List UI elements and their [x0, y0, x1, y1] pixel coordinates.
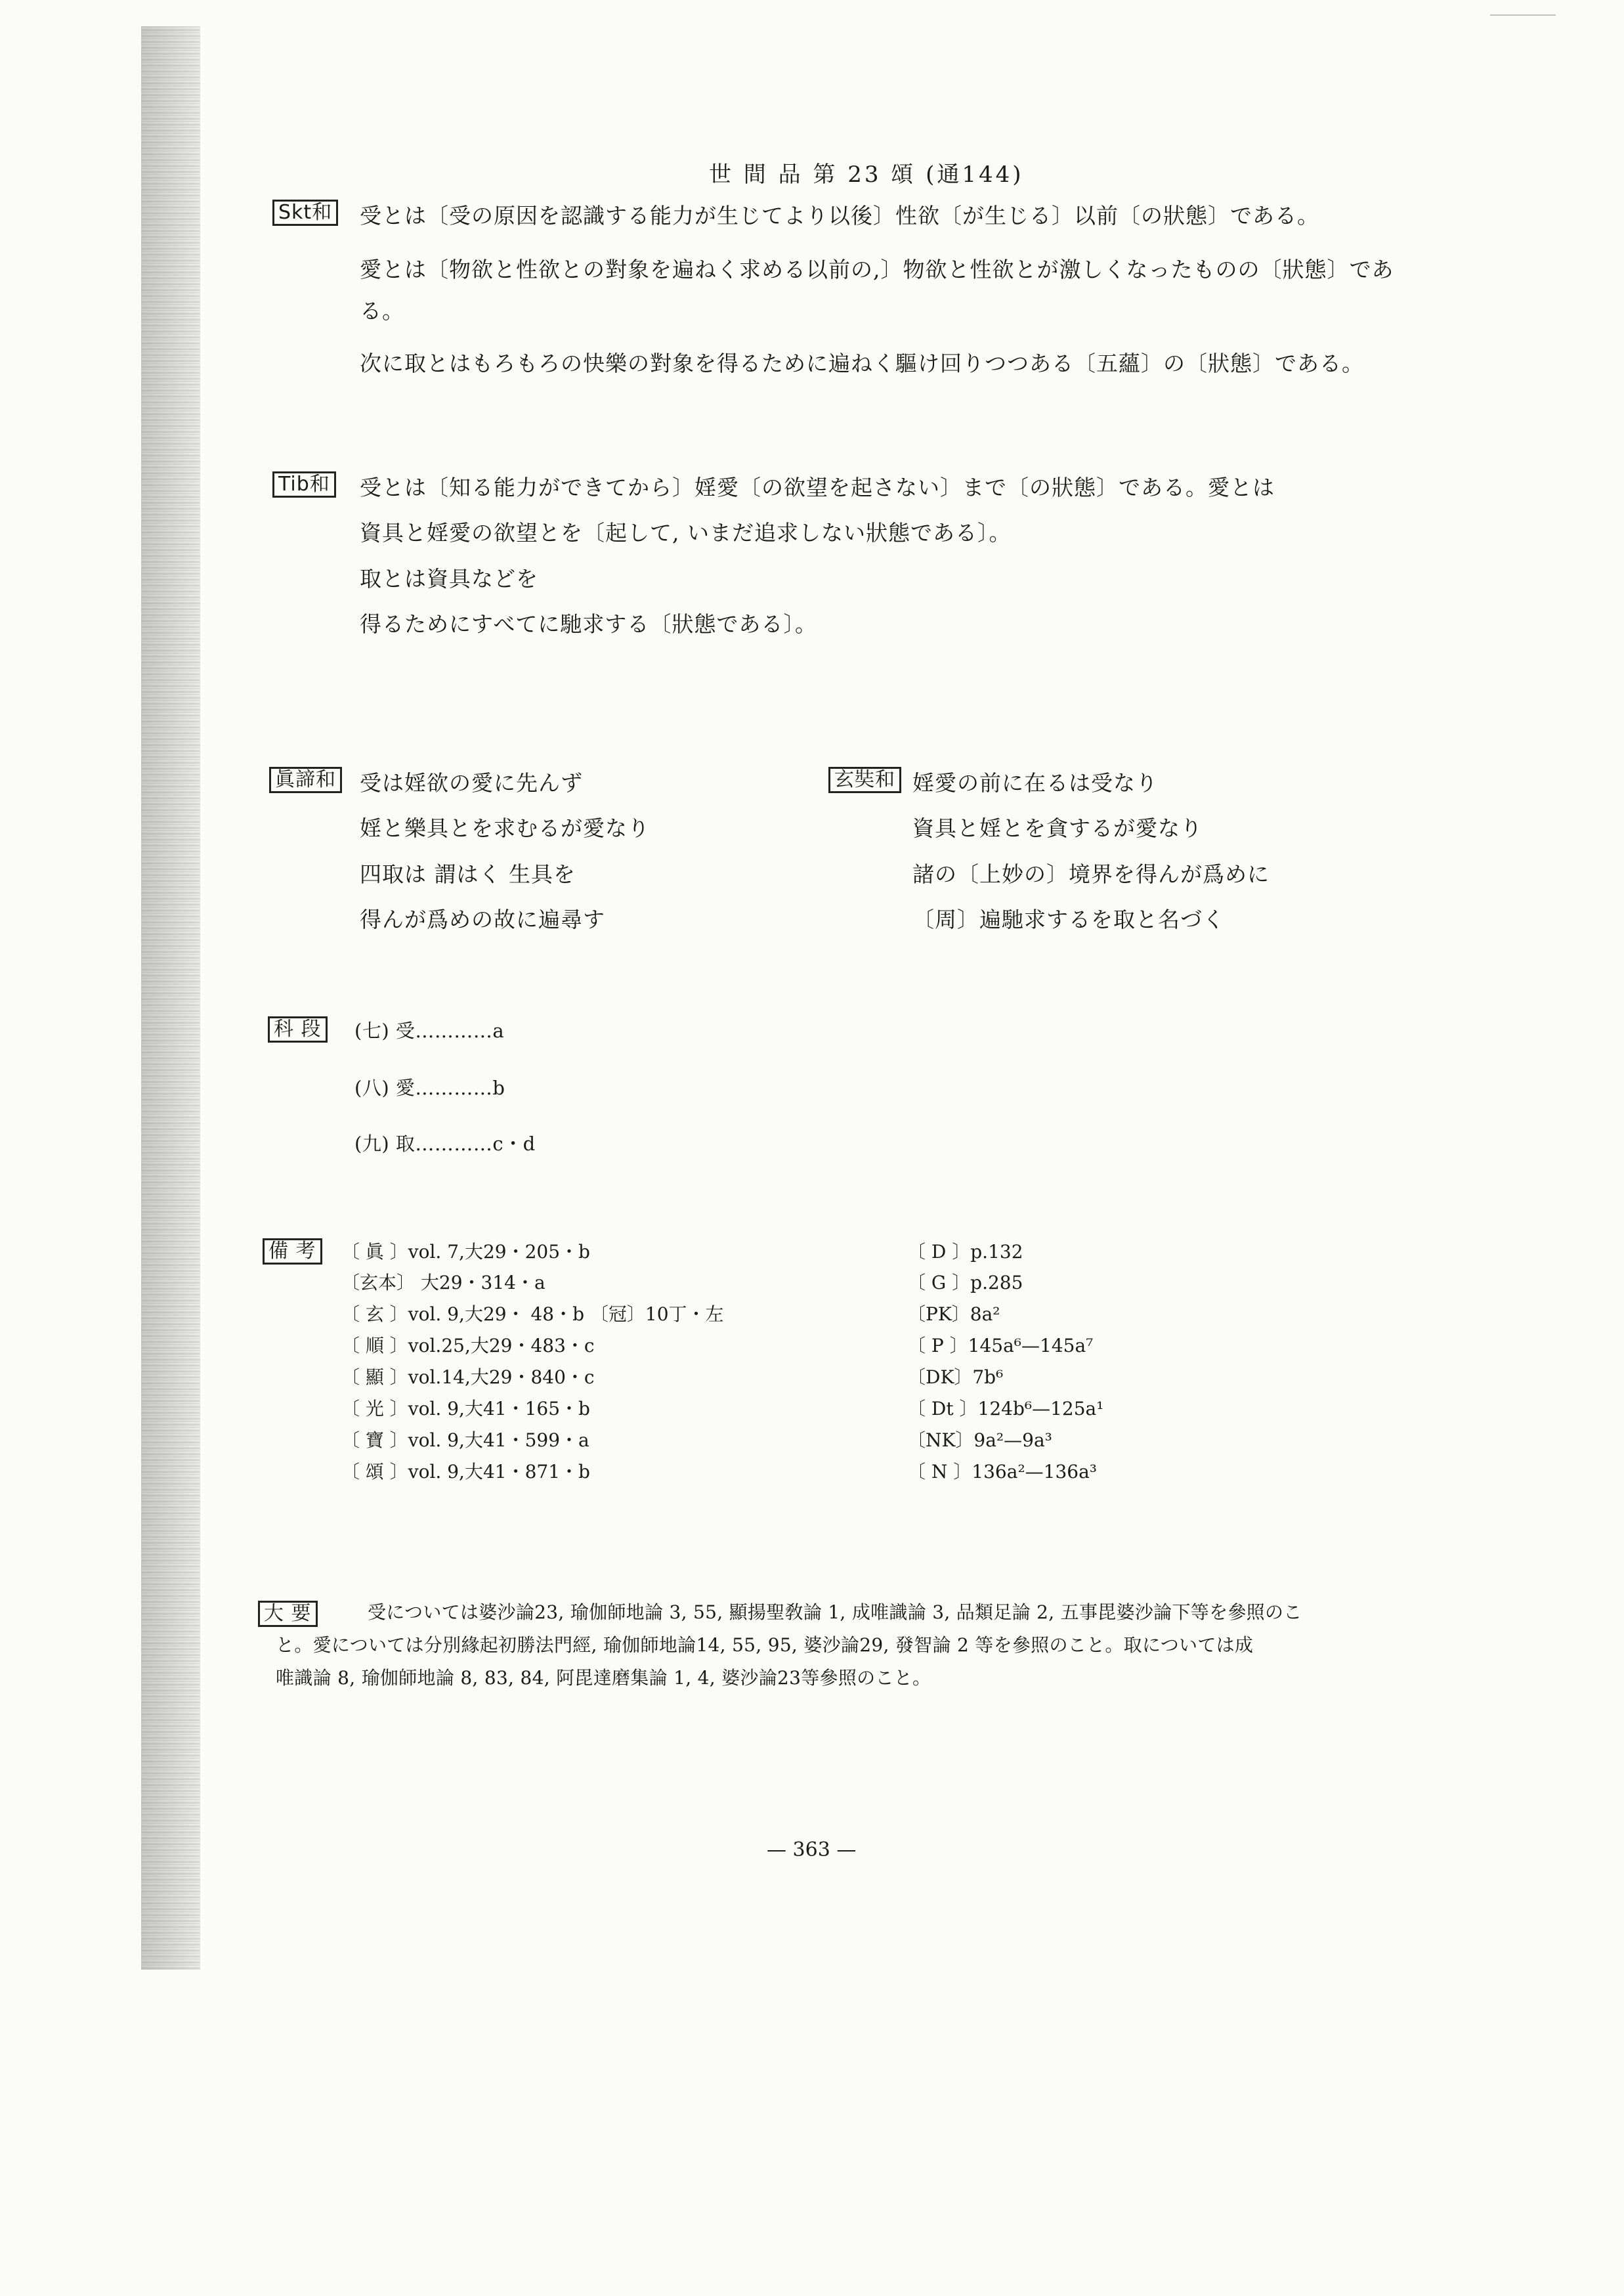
- taiyo-line-2: と。愛については分別緣起初勝法門經, 瑜伽師地論14, 55, 95, 婆沙論29, 發智論 2 等を參照のこと。取については成: [276, 1634, 1254, 1656]
- shintai-tag: 眞諦和: [269, 767, 342, 793]
- biko-right-7: 〔NK〕9a²—9a³: [907, 1429, 1052, 1451]
- genjo-line-4: 〔周〕遍馳求するを取と名づく: [912, 907, 1225, 932]
- tib-tag: Tib和: [272, 471, 336, 498]
- page-heading: 世 間 品 第 23 頌 (通144): [709, 162, 1024, 188]
- genjo-tag: 玄奘和: [828, 767, 901, 793]
- biko-left-2: 〔玄本〕 大29・314・a: [341, 1272, 545, 1293]
- tib-line-1: 受とは〔知る能力ができてから〕婬愛〔の欲望を起さない〕まで〔の狀態〕である。愛とは: [360, 475, 1275, 500]
- tib-line-2: 資具と婬愛の欲望とを〔起して, いまだ追求しない狀態である〕。: [360, 520, 1012, 546]
- genjo-line-2: 資具と婬とを貪するが愛なり: [912, 815, 1203, 841]
- biko-left-8: 〔 頌 〕vol. 9,大41・871・b: [341, 1461, 590, 1483]
- skt-line-2: 愛とは〔物欲と性欲との對象を遍ねく求める以前の,〕物欲と性欲とが激しくなったものの〔狀態〕であ: [360, 257, 1394, 282]
- biko-left-5: 〔 顯 〕vol.14,大29・840・c: [341, 1366, 595, 1388]
- skt-line-3: る。: [360, 298, 404, 324]
- biko-tag: 備 考: [263, 1238, 322, 1265]
- scan-top-mark: [1490, 14, 1556, 16]
- biko-left-1: 〔 眞 〕vol. 7,大29・205・b: [341, 1241, 590, 1263]
- tib-line-3: 取とは資具などを: [360, 566, 538, 592]
- kadan-item-1: (七) 受…………a: [354, 1020, 505, 1042]
- shintai-line-1: 受は婬欲の愛に先んず: [360, 770, 583, 796]
- genjo-line-3: 諸の〔上妙の〕境界を得んが爲めに: [912, 861, 1270, 887]
- biko-left-3: 〔 玄 〕vol. 9,大29・ 48・b 〔冠〕10丁・左: [341, 1303, 724, 1325]
- skt-line-4: 次に取とはもろもろの快樂の對象を得るために遍ねく驅け回りつつある〔五蘊〕の〔狀態〕である。: [360, 351, 1364, 376]
- tib-line-4: 得るためにすべてに馳求する〔狀態である〕。: [360, 611, 817, 637]
- scan-edge-shadow: [141, 26, 200, 1970]
- kadan-tag: 科 段: [268, 1016, 328, 1043]
- taiyo-tag: 大 要: [258, 1601, 318, 1627]
- genjo-line-1: 婬愛の前に在るは受なり: [912, 770, 1158, 796]
- page-number: — 363 —: [767, 1838, 857, 1861]
- shintai-line-3: 四取は 謂はく 生具を: [360, 861, 576, 887]
- biko-right-3: 〔PK〕8a²: [907, 1303, 1000, 1325]
- taiyo-line-1: 受については婆沙論23, 瑜伽師地論 3, 55, 顯揚聖敎論 1, 成唯識論 3, 品類足論 2, 五事毘婆沙論下等を參照のこ: [368, 1601, 1302, 1623]
- shintai-line-4: 得んが爲めの故に遍尋す: [360, 907, 605, 932]
- biko-right-1: 〔 D 〕p.132: [907, 1241, 1023, 1263]
- skt-tag: Skt和: [272, 200, 338, 226]
- biko-left-6: 〔 光 〕vol. 9,大41・165・b: [341, 1398, 590, 1419]
- shintai-line-2: 婬と樂具とを求むるが愛なり: [360, 815, 650, 841]
- biko-right-6: 〔 Dt 〕124b⁶—125a¹: [907, 1398, 1104, 1419]
- biko-left-7: 〔 寶 〕vol. 9,大41・599・a: [341, 1429, 589, 1451]
- biko-right-2: 〔 G 〕p.285: [907, 1272, 1023, 1293]
- biko-right-8: 〔 N 〕136a²—136a³: [907, 1461, 1098, 1483]
- kadan-item-2: (八) 愛…………b: [354, 1077, 505, 1099]
- taiyo-summary: [276, 1596, 1378, 1695]
- biko-right-5: 〔DK〕7b⁶: [907, 1366, 1004, 1388]
- kadan-item-3: (九) 取…………c・d: [354, 1133, 536, 1155]
- biko-right-4: 〔 P 〕145a⁶—145a⁷: [907, 1335, 1094, 1356]
- skt-line-1: 受とは〔受の原因を認識する能力が生じてより以後〕性欲〔が生じる〕以前〔の狀態〕である。: [360, 203, 1319, 228]
- taiyo-line-3: 唯識論 8, 瑜伽師地論 8, 83, 84, 阿毘達磨集論 1, 4, 婆沙論23等參照のこと。: [276, 1667, 931, 1689]
- biko-left-4: 〔 順 〕vol.25,大29・483・c: [341, 1335, 595, 1356]
